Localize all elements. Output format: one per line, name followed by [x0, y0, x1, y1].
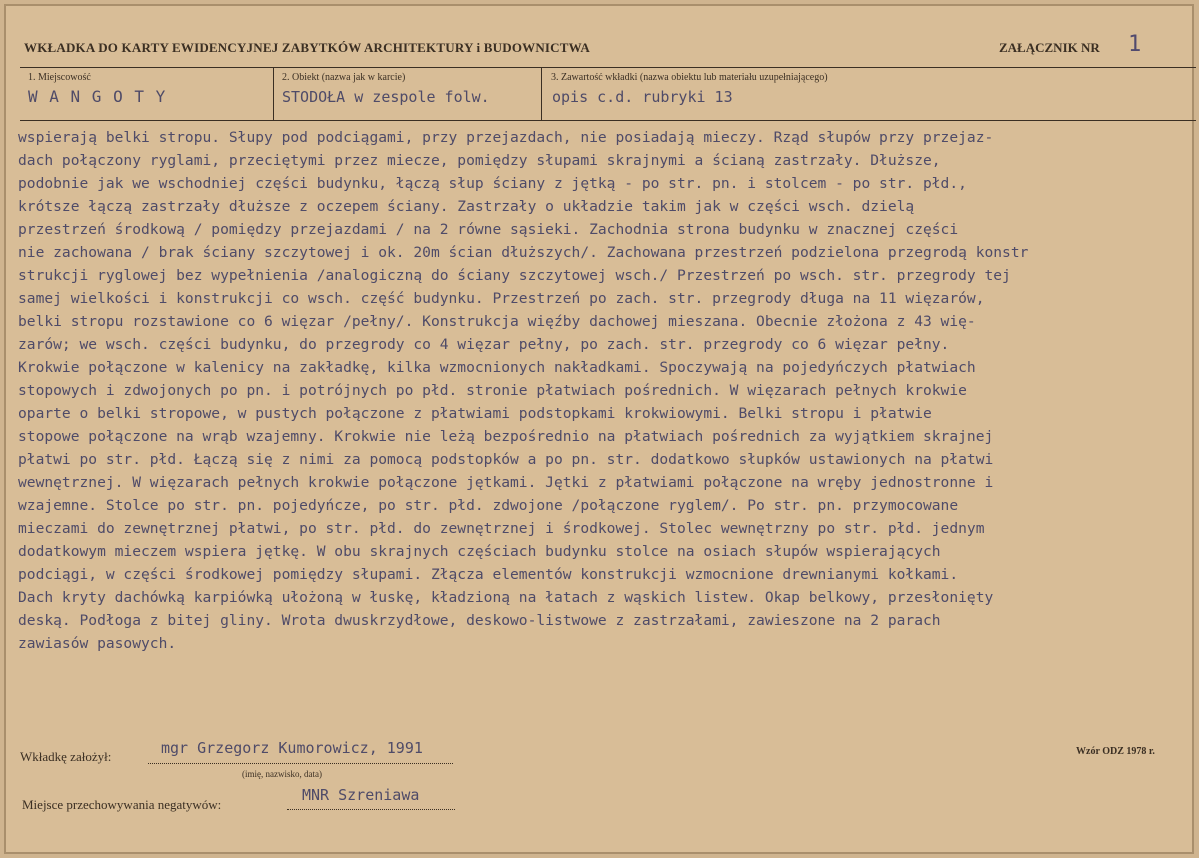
description-line: przestrzeń środkową / pomiędzy przejazdami / na 2 równe sąsieki. Zachodnia strona budynku w znacznej części — [18, 221, 959, 238]
description-line: zawiasów pasowych. — [18, 635, 177, 652]
description-line: deską. Podłoga z bitej gliny. Wrota dwuskrzydłowe, deskowo-listwowe z zastrzałami, zawieszone na 2 parach — [18, 612, 941, 629]
description-line: zarów; we wsch. części budynku, do przegrody co 4 więzar pełny, po zach. str. przegrody co 6 więzar pełny. — [18, 336, 950, 353]
description-line: krótsze łączą zastrzały dłuższe z oczepem ściany. Zastrzały o układzie takim jak w części wsch. dzielą — [18, 198, 915, 215]
place-value: W A N G O T Y — [28, 87, 167, 106]
author-value: mgr Grzegorz Kumorowicz, 1991 — [161, 739, 423, 757]
storage-underline — [287, 809, 455, 810]
author-hint: (imię, nazwisko, data) — [242, 769, 322, 779]
author-underline — [148, 763, 453, 764]
description-line: płatwi po str. płd. Łączą się z nimi za pomocą podstopków a po pn. str. dodatkowo słupków ustawionych na płatwi — [18, 451, 994, 468]
content-value: opis c.d. rubryki 13 — [552, 88, 733, 106]
content-label: 3. Zawartość wkładki (nazwa obiektu lub materiału uzupełniającego) — [551, 72, 828, 83]
description-line: wspierają belki stropu. Słupy pod podciągami, przy przejazdach, nie posiadają mieczy. Rząd słupów przy przejaz- — [18, 129, 994, 146]
header-rule-bottom — [20, 120, 1196, 121]
storage-label: Miejsce przechowywania negatywów: — [22, 797, 222, 812]
inventory-card — [4, 4, 1194, 854]
storage-value: MNR Szreniawa — [302, 786, 420, 804]
description-line: strukcji ryglowej bez wypełnienia /analogiczną do ściany szczytowej wsch./ Przestrzeń po wsch. str. przegrody tej — [18, 267, 1011, 284]
attachment-label: ZAŁĄCZNIK NR — [999, 40, 1100, 55]
field-divider-1 — [273, 67, 274, 120]
description-line: podciągi, w części środkowej pomiędzy słupami. Złącza elementów konstrukcji wzmocnione drewnianymi kołkami. — [18, 566, 959, 583]
author-label: Wkładkę założył: — [20, 749, 112, 764]
description-line: dach połączony ryglami, przeciętymi przez miecze, pomiędzy słupami skrajnymi a ścianą zastrzały. Dłuższe, — [18, 152, 941, 169]
description-line: stopowych i zdwojonych po pn. i potrójnych po płd. stronie płatwiach pośrednich. W więzarach pełnych krokwie — [18, 382, 967, 399]
description-line: wzajemne. Stolce po str. pn. pojedyńcze, po str. płd. zdwojone /połączone ryglem/. Po str. pn. przymocowane — [18, 497, 959, 514]
description-line: nie zachowana / brak ściany szczytowej i ok. 20m ścian dłuższych/. Zachowana przestrzeń podzielona przegrodą konstr — [18, 244, 1029, 261]
description-line: dodatkowym mieczem wspiera jętkę. W obu skrajnych częściach budynku stolce na osiach słupów wspierających — [18, 543, 941, 560]
description-line: belki stropu rozstawione co 6 więzar /pełny/. Konstrukcja więźby dachowej mieszana. Obecnie złożona z 43 wię- — [18, 313, 976, 330]
object-label: 2. Obiekt (nazwa jak w karcie) — [282, 72, 406, 83]
description-line: podobnie jak we wschodniej części budynku, łączą słup ściany z jętką - po str. pn. i stolcem - po str. płd., — [18, 175, 967, 192]
object-value: STODOŁA w zespole folw. — [282, 88, 490, 106]
description-line: mieczami do zewnętrznej płatwi, po str. płd. do zewnętrznej i środkowej. Stolec wewnętrzny po str. płd. jednym — [18, 520, 985, 537]
form-code: Wzór ODZ 1978 r. — [1076, 746, 1155, 757]
form-title: WKŁADKA DO KARTY EWIDENCYJNEJ ZABYTKÓW ARCHITEKTURY i BUDOWNICTWA — [24, 40, 590, 55]
place-label: 1. Miejscowość — [28, 72, 91, 83]
field-divider-2 — [541, 67, 542, 120]
attachment-number: 1 — [1128, 32, 1142, 57]
description-line: Krokwie połączone w kalenicy na zakładkę, kilka wzmocnionych nakładkami. Spoczywają na pojedyńczych płatwiach — [18, 359, 976, 376]
description-text — [18, 126, 1028, 655]
description-line: Dach kryty dachówką karpiówką ułożoną w łuskę, kładzioną na łatach z wąskich listew. Okap belkowy, przesłonięty — [18, 589, 994, 606]
header-rule-top — [20, 67, 1196, 68]
description-line: stopowe połączone na wrąb wzajemny. Krokwie nie leżą bezpośrednio na płatwiach pośrednich za wyjątkiem skrajnej — [18, 428, 994, 445]
description-line: oparte o belki stropowe, w pustych połączone z płatwiami podstopkami krokwiowymi. Belki stropu i płatwie — [18, 405, 932, 422]
description-line: wewnętrznej. W więzarach pełnych krokwie połączone jętkami. Jętki z płatwiami połączone na wręby jednostronne i — [18, 474, 994, 491]
description-line: samej wielkości i konstrukcji co wsch. część budynku. Przestrzeń po zach. str. przegrody długa na 11 więzarów, — [18, 290, 985, 307]
